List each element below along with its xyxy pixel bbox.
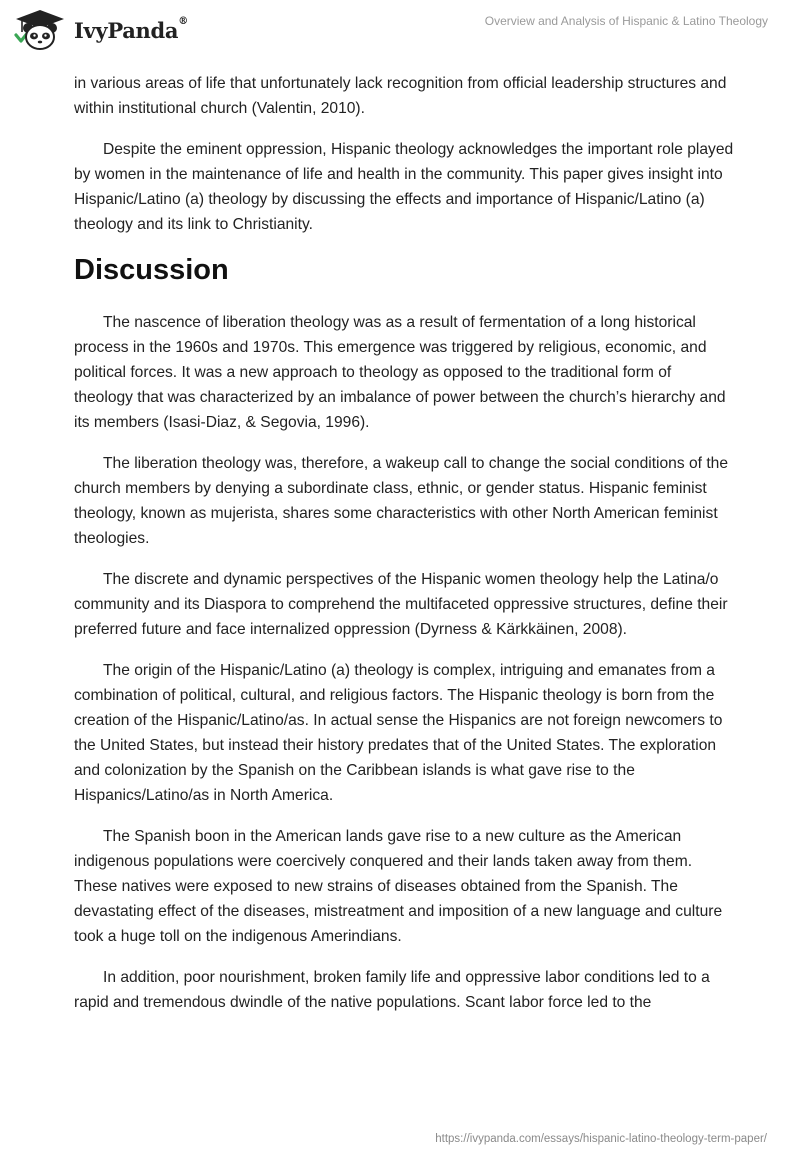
brand-name: IvyPanda® <box>74 15 188 43</box>
paragraph: The liberation theology was, therefore, a wakeup call to change the social conditions of the church members by denying a subordinate class, ethnic, or gender status. Hispanic feminist theology, known as mujerista, shares some characteristics with other North American feminist theologies. <box>74 455 728 547</box>
paragraph: The nascence of liberation theology was as a result of fermentation of a long historical process in the 1960s and 1970s. This emergence was triggered by religious, economic, and political forces. It was a new approach to theology as opposed to the traditional form of theology that was characterized by an imbalance of power between the church’s hierarchy and its members (Isasi-Diaz, & Segovia, 1996). <box>74 314 726 431</box>
source-url[interactable]: https://ivypanda.com/essays/hispanic-latino-theology-term-paper/ <box>435 1133 767 1145</box>
ivypanda-logo[interactable] <box>12 8 188 52</box>
paragraph: in various areas of life that unfortunately lack recognition from official leadership structures and within institutional church (Valentin, 2010). <box>74 75 727 117</box>
paragraph: The origin of the Hispanic/Latino (a) theology is complex, intriguing and emanates from a combination of political, cultural, and religious factors. The Hispanic theology is born from the creation of the Hispanic/Latino/as. In actual sense the Hispanics are not foreign newcomers to the United States, but instead their history predates that of the United States. The exploration and colonization by the Spanish on the Caribbean islands is what gave rise to the Hispanics/Latino/as in North America. <box>74 662 723 804</box>
paragraph: In addition, poor nourishment, broken family life and oppressive labor conditions led to a rapid and tremendous dwindle of the native populations. Scant labor force led to the <box>74 969 710 1011</box>
paragraph: The discrete and dynamic perspectives of the Hispanic women theology help the Latina/o community and its Diaspora to comprehend the multifaceted oppressive structures, define their preferred future and face internalized oppression (Dyrness & Kärkkäinen, 2008). <box>74 571 728 638</box>
paragraph: Despite the eminent oppression, Hispanic theology acknowledges the important role played by women in the maintenance of life and health in the community. This paper gives insight into Hispanic/Latino (a) theology by discussing the effects and importance of Hispanic/Latino (a) theology and its link to Christianity. <box>74 141 734 233</box>
section-heading: Discussion <box>74 254 229 286</box>
page-header <box>0 0 800 70</box>
panda-graduate-icon <box>12 8 68 52</box>
paragraph: The Spanish boon in the American lands gave rise to a new culture as the American indigenous populations were coercively conquered and their lands taken away from them. These natives were exposed to new strains of diseases obtained from the Spanish. The devastating effect of the diseases, mistreatment and imposition of a new language and culture took a huge toll on the indigenous Amerindians. <box>74 828 723 945</box>
document-title: Overview and Analysis of Hispanic & Latino Theology <box>484 14 768 28</box>
essay-content <box>74 71 734 1031</box>
